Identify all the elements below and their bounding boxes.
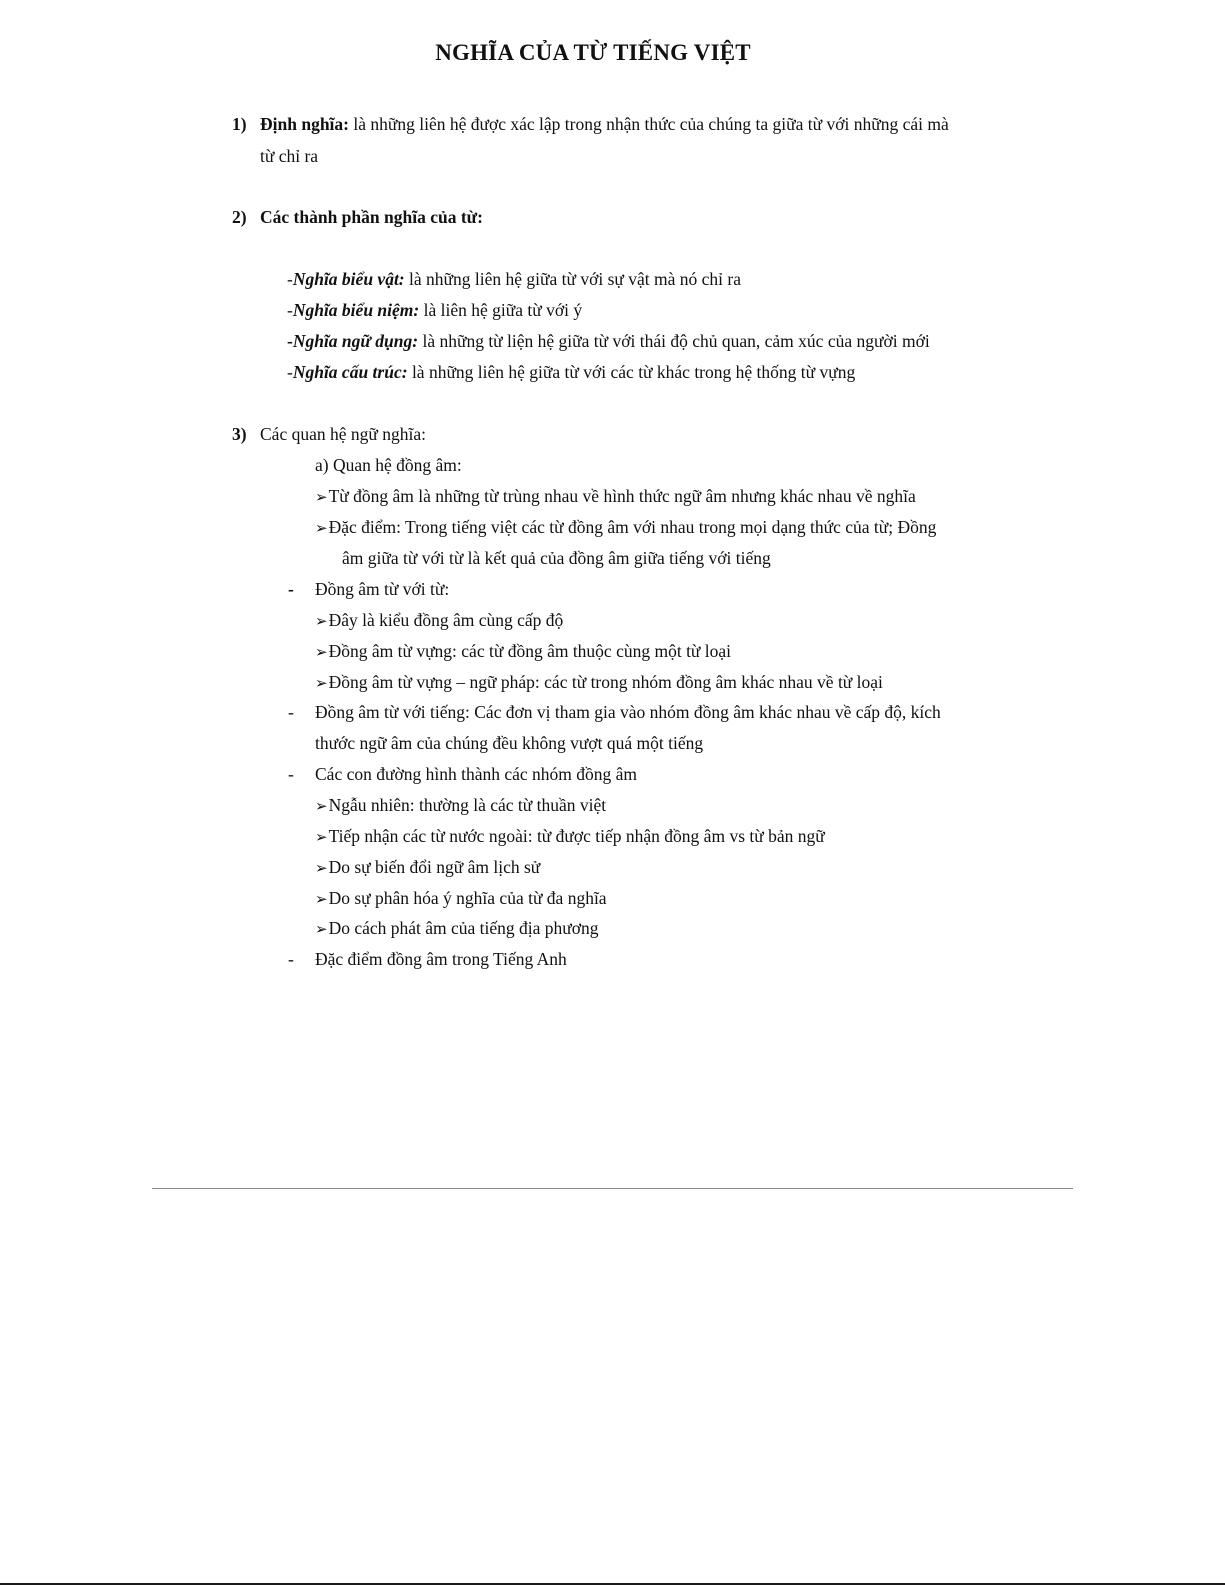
dash-item-3: Các con đường hình thành các nhóm đồng âm — [315, 764, 637, 784]
list-item — [315, 671, 883, 695]
component-item — [287, 299, 582, 321]
item-text: là những liên hệ giữa từ với các từ khác trong hệ thống từ vựng — [407, 362, 856, 382]
arrow-bullet-icon: ➢ — [315, 521, 328, 537]
section-1-text: là những liên hệ được xác lập trong nhận thức của chúng ta giữa từ với những cái mà — [349, 114, 949, 134]
list-item — [315, 917, 599, 941]
list-item — [315, 887, 607, 911]
list-item — [315, 485, 916, 509]
list-item — [315, 794, 606, 818]
component-item — [287, 268, 741, 290]
list-item-text: Từ đồng âm là những từ trùng nhau về hình thức ngữ âm nhưng khác nhau về nghĩa — [328, 486, 916, 506]
dash-bullet: - — [288, 579, 294, 599]
arrow-bullet-icon: ➢ — [315, 676, 328, 692]
arrow-bullet-icon: ➢ — [315, 490, 328, 506]
item-prefix: - — [287, 269, 293, 289]
item-prefix: - — [287, 331, 293, 351]
list-item-text: Do sự biến đổi ngữ âm lịch sử — [328, 857, 541, 877]
item-term: Nghĩa biểu vật: — [292, 269, 405, 289]
page-divider — [152, 1188, 1073, 1189]
list-item — [315, 640, 731, 664]
item-text: là những từ liện hệ giữa từ với thái độ chủ quan, cảm xúc của người mới — [418, 331, 930, 351]
list-item-text: Do sự phân hóa ý nghĩa của từ đa nghĩa — [328, 888, 607, 908]
list-item — [315, 609, 563, 633]
dash-bullet: - — [288, 949, 294, 969]
arrow-bullet-icon: ➢ — [315, 892, 328, 908]
item-text: là liên hệ giữa từ với ý — [419, 300, 583, 320]
section-1-text-cont: từ chỉ ra — [260, 146, 319, 166]
item-term: Nghĩa ngữ dụng: — [292, 331, 419, 351]
document-title: NGHĨA CỦA TỪ TIẾNG VIỆT — [435, 40, 751, 65]
item-prefix: - — [287, 300, 293, 320]
section-1-number: 1) — [232, 114, 247, 134]
list-item-text-cont: âm giữa từ với từ là kết quả của đồng âm giữa tiếng với tiếng — [342, 548, 771, 568]
list-item-text: Đồng âm từ vựng – ngữ pháp: các từ trong nhóm đồng âm khác nhau về từ loại — [328, 672, 883, 692]
section-1-line — [260, 113, 949, 135]
list-item-text: Đặc điểm: Trong tiếng việt các từ đồng âm với nhau trong mọi dạng thức của từ; Đồng — [328, 517, 937, 537]
item-prefix: - — [287, 362, 293, 382]
arrow-bullet-icon: ➢ — [315, 645, 328, 661]
item-term: Nghĩa cấu trúc: — [292, 362, 408, 382]
list-item-text: Đây là kiểu đồng âm cùng cấp độ — [328, 610, 564, 630]
arrow-bullet-icon: ➢ — [315, 614, 328, 630]
dash-item-1: Đồng âm từ với từ: — [315, 579, 450, 599]
section-3-heading: Các quan hệ ngữ nghĩa: — [260, 424, 426, 444]
list-item-text: Ngẫu nhiên: thường là các từ thuần việt — [328, 795, 607, 815]
list-item-text: Do cách phát âm của tiếng địa phương — [328, 918, 599, 938]
dash-bullet: - — [288, 702, 294, 722]
list-item-text: Tiếp nhận các từ nước ngoài: từ được tiếp nhận đồng âm vs từ bản ngữ — [328, 826, 825, 846]
arrow-bullet-icon: ➢ — [315, 861, 328, 877]
component-item — [287, 361, 855, 383]
dash-bullet: - — [288, 764, 294, 784]
dash-item-4: Đặc điểm đồng âm trong Tiếng Anh — [315, 949, 567, 969]
component-item — [287, 330, 930, 352]
arrow-bullet-icon: ➢ — [315, 830, 328, 846]
list-item-text: Đồng âm từ vựng: các từ đồng âm thuộc cùng một từ loại — [328, 641, 732, 661]
dash-item-2-cont: thước ngữ âm của chúng đều không vượt quá một tiếng — [315, 733, 704, 753]
item-term: Nghĩa biểu niệm: — [292, 300, 420, 320]
section-2-heading: Các thành phần nghĩa của từ: — [260, 207, 483, 227]
section-2-number: 2) — [232, 207, 247, 227]
list-item — [315, 856, 540, 880]
item-text: là những liên hệ giữa từ với sự vật mà nó chỉ ra — [404, 269, 741, 289]
dash-item-2: Đồng âm từ với tiếng: Các đơn vị tham gia vào nhóm đồng âm khác nhau về cấp độ, kích — [315, 702, 941, 722]
list-item — [315, 516, 936, 540]
subsection-a-heading: a) Quan hệ đồng âm: — [315, 455, 462, 475]
section-1-label: Định nghĩa: — [260, 114, 349, 134]
arrow-bullet-icon: ➢ — [315, 922, 328, 938]
section-3-number: 3) — [232, 424, 247, 444]
arrow-bullet-icon: ➢ — [315, 799, 328, 815]
list-item — [315, 825, 825, 849]
